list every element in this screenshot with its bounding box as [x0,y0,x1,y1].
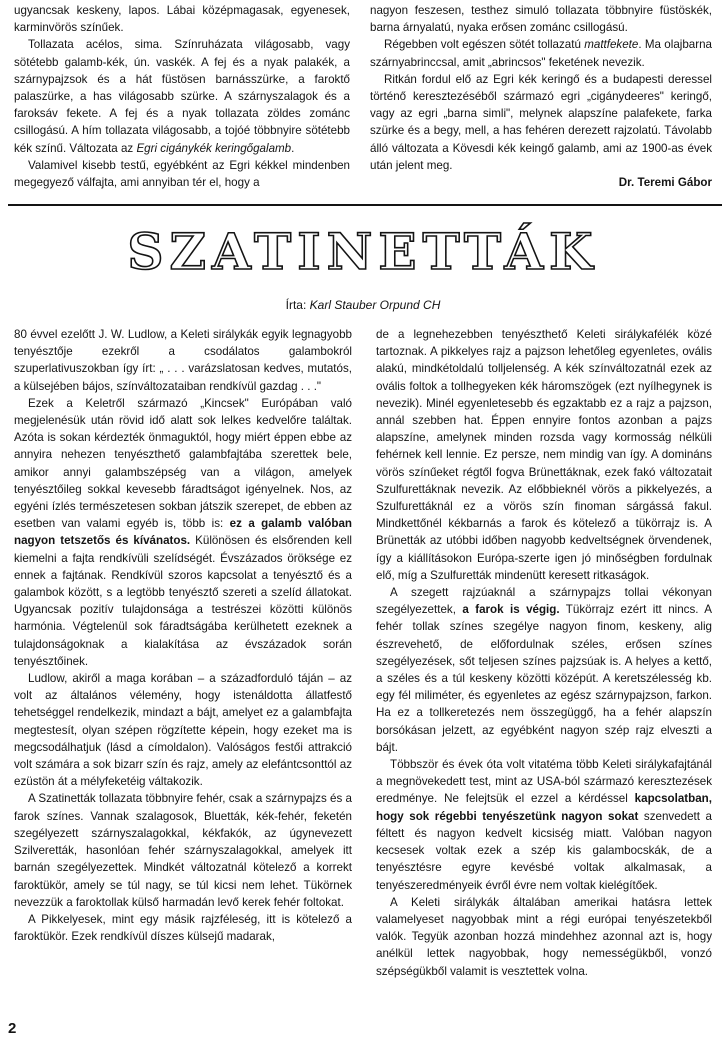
byline [0,298,726,312]
paragraph [370,36,712,70]
paragraph-text: . Ma olajbarna szárnyabrinccsal, amit „abrincsos" feketének nevezik. [370,38,712,69]
paragraph: de a legnehezebben tenyészthető Keleti sirálykafélék közé tartoznak. A pikkelyes rajz a pajzson lehetőleg egyenletes, ovális alakú, mindkétoldalú tolljelenség. A kék színváltozatnál ezek az ovális foltok a tollhegyeken kék háromszögek (ezt nyílhegynek is nevezik). Minél egyenletesebb és egzaktabb ez a rajz a pajzson, annál szebben hat. Éppen ennyire fontos azonban a pajzs alapszíne, amelynek minden rozsda vagy kormosság nélküli fehérnek kell lennie. Ez persze, nem mindig van így. A domináns vörös színűeket régtől fogva Brünettáknak, ezek fakó változatait Szulfurettáknak nevezik. Az előbbieknél vörös a pikkelyezés, a Szulfurettáknál ez a vörös szín finoman sárgássá fakul. Mindkettőnél kékbarnás a farok és kötelező a tükörrajz is. A Brünetták az utóbbi időben nagyobb kedveltségnek örvendenek, így a kiállításokon Európa-szerte igen jó minőségben fordulnak elő, míg a Szulfuretták mindenütt keresett ritkaságok. [376,328,712,582]
byline-author: Karl Stauber Orpund CH [309,298,441,312]
author-signature: Dr. Teremi Gábor [618,176,712,190]
section-divider [8,204,722,206]
article-title [0,222,726,282]
paragraph: A Szatinetták tollazata többnyire fehér, csak a szárnypajzs és a farok színes. Vannak szalagosok, Bluetták, kék-fehér, feketén szegélyezett szárnyszalagokkal, kékfakók, az úgynevezett Szilveretták, hasonlóan fehér szárnyszalagokkal, amelyek itt barnán szegélyezettek. Mindkét változatnál kötelező a korrekt faroktükör, amely se túl nagy, se túl kicsi nem lehet. Tükörnek nevezzük a faroktollak külső harmadán levő kerek fehér foltokat. [14,792,352,909]
paragraph [14,36,350,156]
paragraph-text: Ezek a Keletről származó „Kincsek" Európában való megjelenésük után rövid idő alatt sok lelkes kedvelőre találtak. Azóta is sokan kérdezték önmaguktól, hogy miért éppen ebbe az annyira nehezen tenyészthető galambfajtába szerettek bele, amikor annyi galambszépség van a világon, amelyek tenyésztőileg sokkal kevesebb fáradtságot igényelnek. Nos, az egyéni ízlés természetesen sokban játszik szerepet, de ebben az esetben van valami egyéb is, több is: [14,396,352,531]
paragraph-text: Tükörrajz ezért itt nincs. A fehér tollak színes szegélye nagyon finom, keskeny, alig észrevehető, de előfordulnak széles, erősen színes szegélyezések, sőt teljesen színes pajzsúak is. A helyes a kettő, a széles és a túl keskeny közötti középút. A keretszélesség kb. egy fél miliméter, és egyenletes az egész szárnypajzson, farkon. Ha ez a tollkeretezés nem összegüggő, ha a fehér alapszín borsókásan jelzett, az egyébként nagyon szép rajz elveszti a bájt. [376,603,712,754]
article-left-column [14,326,352,945]
page-number: 2 [8,1020,17,1037]
paragraph-text: szenvedett a féltett és nagyon kedvelt kicsiség miatt. Valóban nagyon kecsesek voltak ezek a szép kis galambocskák, de a tenyésztésre egyre kevésbé voltak alkalmasak, a tenyészeredményeik évről évre nem voltak kielégítőek. [376,809,712,892]
variety-name: mattfekete [584,38,639,52]
emphasis: kapcsolatban, hogy sok régebbi tenyészetünk nagyon sokat [376,792,712,823]
emphasis: ez a galamb valóban nagyon tetszetős és kívánatos. [14,517,352,548]
emphasis: a farok is végig. [462,603,560,617]
paragraph: 80 évvel ezelőtt J. W. Ludlow, a Keleti sirálykák egyik legnagyobb tenyésztője ezekről a csodálatos galambokról szuperlativuszokban így írt: „ . . . varázslatosan kedves, mutatós, a külsejében bájos, színváltozataiban rendkívül gazdag . . ." [14,328,352,393]
paragraph: nagyon feszesen, testhez simuló tollazata többnyire füstöskék, barna árnyalatú, nyaka erősen zománc csillogású. [370,4,712,35]
paragraph-text: A szegett rajzúaknál a szárnypajzs tollai vékonyan szegélyezettek, [376,586,712,617]
article-right-column [376,326,712,980]
byline-label: Írta: [285,298,310,312]
paragraph-text: Tollazata acélos, sima. Színruházata világosabb, vagy sötétebb galamb-kék, ún. vaskék. A fej és a nyak palakék, a szárnypajzsok és a hát füstösen barnásszürke, a faroktő palaszürke, a has világosabb szürke. A szárnyszalagok és a faroksáv fekete. A fej és a nyak tollazata zöldes zománc csillogású. A hím tollazata világosabb, a tojóé többnyire sötétebb kék színű. Változata az [14,38,350,155]
paragraph: Valamivel kisebb testű, egyébként az Egri kékkel mindenben megegyező válfajta, ami annyiban tér el, hogy a [14,158,350,190]
paragraph: A Keleti sirálykák általában amerikai hatásra lettek valamelyeset nagyobbak mint a régi európai tenyészetekből valók. Tegyük azonban hozzá mindehhez azonnal azt is, hogy anélkül lettek nagyobbak, hogy nemességükből, vonzó szépségükből valamit is vesztettek volna. [376,895,712,978]
paragraph: Ludlow, akiről a maga korában – a századforduló táján – az volt az általános vélemény, hogy istenáldotta állatfestő tehetséggel rendelkezik, mindazt a bájt, amelyet ez a galambfajta megtestesít, olyan szépen rögzítette képein, hogy ezeket ma is megcsodálhatjuk (lásd a címoldalon). Valóságos festői attrakció volt számára a sok bizarr szín és rajz, amely az elefántcsonttól az ezüstön át a mélyfeketéig váltakozik. [14,672,352,789]
paragraph-text: . [291,141,295,155]
paragraph [376,584,712,756]
paragraph: A Pikkelyesek, mint egy másik rajzféleség, itt is kötelező a faroktükör. Ezek rendkívül díszes külsejű madarak, [14,912,352,944]
paragraph-text: Többször és évek óta volt vitatéma több Keleti sirálykafajtánál a megnövekedett test, mint az USA-ból származó keresztezések eredménye. Ne felejtsük el ezzel a kérdéssel [376,758,712,806]
previous-article-right-column [370,2,712,191]
paragraph: Ritkán fordul elő az Egri kék keringő és a budapesti deressel történő keresztezéséből származó egri „cigánydeeres" keringő, vagy az egri „barna simli", melynek alapszíne palafekete, farka szürke és a begy, mell, a has fehéren derezett rajzolatú. Távolabb álló változata a Kövesdi kék keingő galamb, ami az 1900-as évek után jelent meg. [370,72,712,172]
paragraph-text: Különösen és elsőrenden kell kiemelni a fajta rendkívüli szelídségét. Évszázados öröksége ez ennek a fajtának. Rendkívül szoros kapcsolat a tenyésztő és a galambok között, s a legtöbb tenyésztő szereti a szelíd állatokat. Ugyancsak pozitív tulajdonsága a testrészei közötti különös harmónia. Végtelenül sok fáradtságába kerülhetett ezeknek a tulajdonságoknak a kialakítása az évszázadok során tenyésztőinek. [14,534,353,668]
paragraph [376,756,712,894]
article-title-text: SZATINETTÁK [127,222,599,281]
variety-name: Egri cigánykék keringőgalamb [136,141,292,155]
paragraph [14,395,352,670]
paragraph: ugyancsak keskeny, lapos. Lábai középmagasak, egyenesek, karminvörös színűek. [14,4,350,35]
previous-article-left-column [14,2,350,191]
paragraph-text: Régebben volt egészen sötét tollazatú [384,38,585,52]
